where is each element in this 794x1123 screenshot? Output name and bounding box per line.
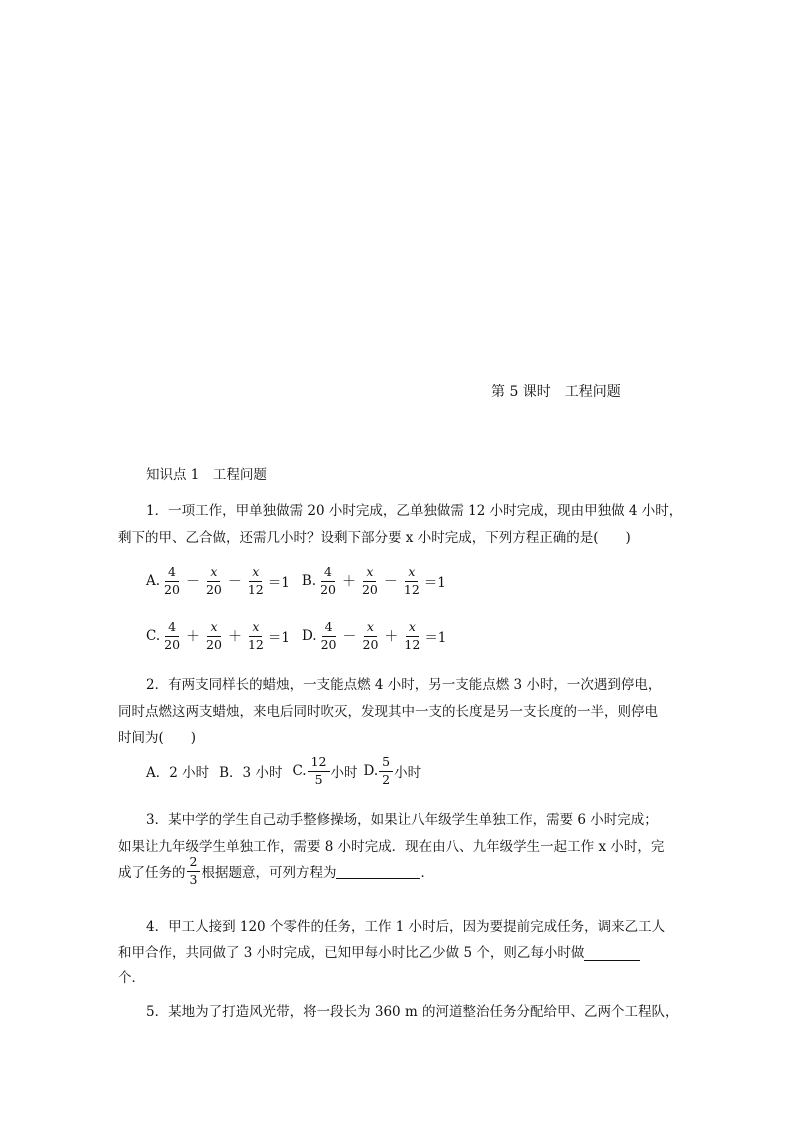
q2-options-row [146, 756, 421, 786]
fraction: $\frac{x}{12}$ [247, 619, 264, 652]
q1-line-2: 剩下的甲、乙合做，还需几小时？设剩下部分要 x 小时完成，下列方程正确的是( ) [118, 530, 631, 546]
q4-line-1: 4．甲工人接到 120 个零件的任务，工作 1 小时后，因为要提前完成任务，调来乙工人 [146, 919, 666, 935]
answer-blank[interactable] [584, 946, 640, 961]
fraction: $\frac{x}{20}$ [206, 619, 222, 652]
q2-line-2: 同时点燃这两支蜡烛，来电后同时吹灭，发现其中一支的长度是另一支长度的一半，则停电 [118, 704, 658, 720]
fraction: $\frac{x}{12}$ [404, 619, 421, 652]
fraction: $\frac{2}{3}$ [187, 856, 201, 886]
q1-line-1: 1．一项工作，甲单独做需 20 小时完成，乙单独做需 12 小时完成，现由甲独做 4 小时， [146, 503, 683, 519]
q1-options-row-2 [146, 621, 446, 651]
q1-option-a: A. $\frac{4}{20}$ － $\frac{x}{20}$ － $\frac{x}{12}$ ＝1 [146, 564, 290, 597]
q1-option-b: B. $\frac{4}{20}$ ＋ $\frac{x}{20}$ － $\frac{x}{12}$ ＝1 [301, 564, 446, 597]
q1-options-row-1 [146, 566, 446, 596]
q3-line-3: 成了任务的 $\frac{2}{3}$ 根据题意，可列方程为 ． [118, 854, 434, 887]
q3-line-2: 如果让九年级学生单独工作，需要 8 小时完成．现在由八、九年级学生一起工作 x 小时，完 [118, 839, 665, 855]
fraction: $\frac{x}{12}$ [247, 564, 264, 597]
fraction: $\frac{5}{2}$ [379, 756, 393, 786]
q5-line-1: 5．某地为了打造风光带，将一段长为 360 m 的河道整治任务分配给甲、乙两个工程队， [146, 1004, 679, 1020]
q2-option-c: C. $\frac{12}{5}$ 小时 [292, 754, 358, 787]
fraction: $\frac{4}{20}$ [164, 564, 180, 597]
page-title: 第 5 课时 工程问题 [491, 384, 621, 400]
q4-line-2: 和甲合作，共同做了 3 小时完成，已知甲每小时比乙少做 5 个，则乙每小时做 [118, 941, 640, 961]
q2-line-1: 2．有两支同样长的蜡烛，一支能点燃 4 小时，另一支能点燃 3 小时，一次遇到停电， [146, 677, 662, 693]
q2-option-a: A．2 小时 [146, 765, 210, 781]
answer-blank[interactable] [336, 864, 420, 879]
fraction: $\frac{4}{20}$ [320, 619, 337, 652]
fraction: $\frac{4}{20}$ [164, 619, 181, 652]
q1-option-c: C. $\frac{4}{20}$ ＋ $\frac{x}{20}$ ＋ $\frac{x}{12}$ ＝1 [146, 619, 290, 652]
fraction: $\frac{x}{20}$ [362, 619, 379, 652]
q2-option-d: D. $\frac{5}{2}$ 小时 [363, 754, 422, 787]
fraction: $\frac{x}{12}$ [403, 564, 420, 597]
q4-line-3: 个． [118, 970, 145, 986]
q2-line-3: 时间为( ) [118, 730, 197, 746]
q1-option-d: D. $\frac{4}{20}$ － $\frac{x}{20}$ ＋ $\frac{x}{12}$ ＝1 [301, 619, 447, 652]
section-heading: 知识点 1 工程问题 [146, 467, 267, 483]
fraction: $\frac{12}{5}$ [308, 756, 330, 786]
fraction: $\frac{x}{20}$ [205, 564, 222, 597]
fraction: $\frac{x}{20}$ [361, 564, 378, 597]
q2-option-b: B．3 小时 [219, 765, 283, 781]
q3-line-1: 3．某中学的学生自己动手整修操场，如果让八年级学生单独工作，需要 6 小时完成； [146, 812, 658, 828]
fraction: $\frac{4}{20}$ [320, 564, 336, 597]
